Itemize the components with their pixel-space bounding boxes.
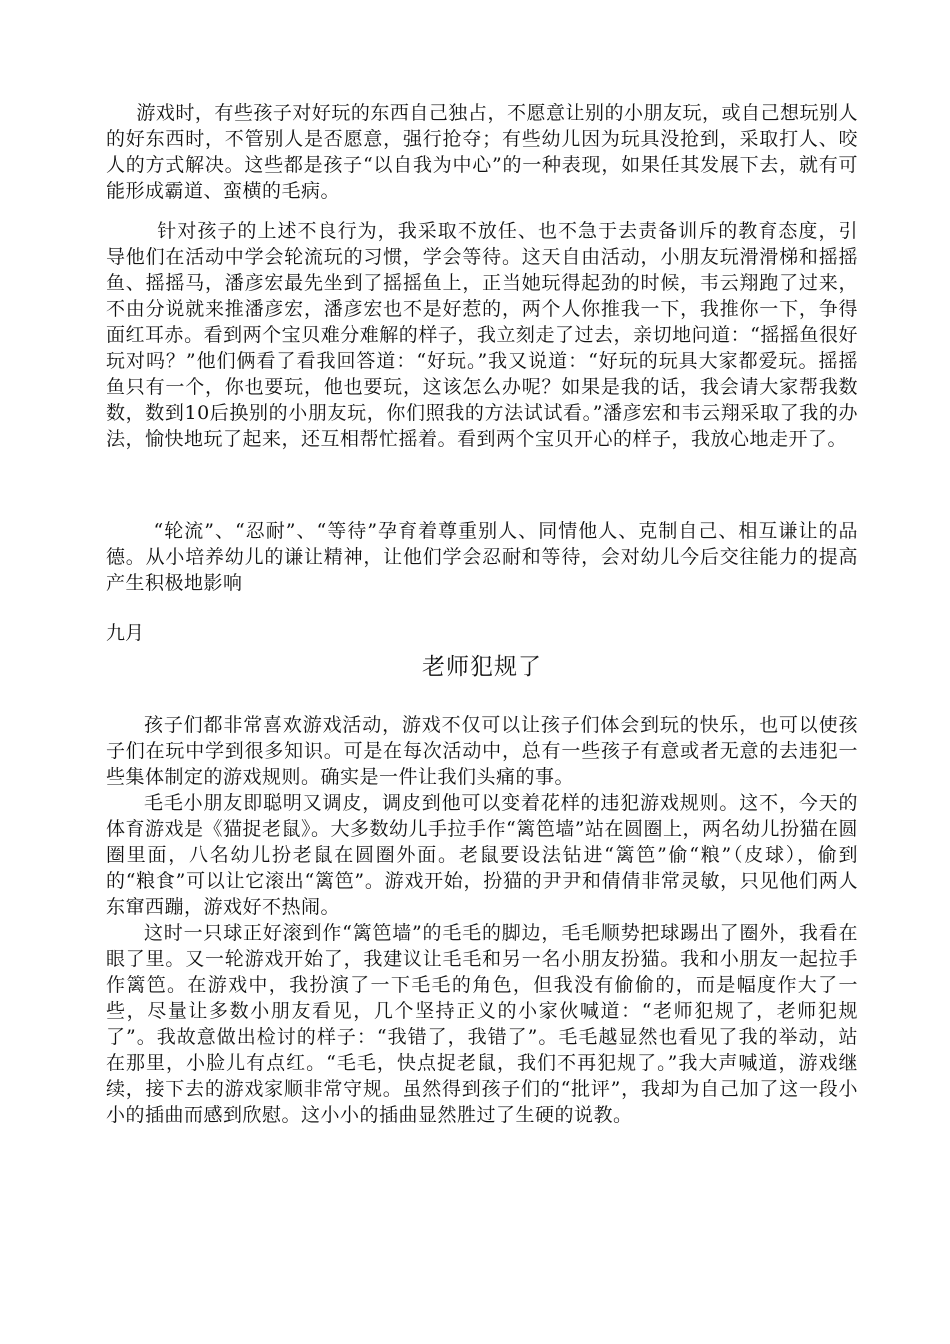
month-heading: 九月 xyxy=(106,622,145,644)
paragraph-reflection: “轮流”、“忍耐”、“等待”孕育着尊重别人、同情他人、克制自己、相互谦让的品德。从小培养幼儿的谦让精神，让他们学会忍耐和等待，会对幼儿今后交往能力的提高产生积极地影响 xyxy=(106,520,858,594)
page-title: 老师犯规了 xyxy=(422,654,542,680)
paragraph-sharing-behavior: 游戏时，有些孩子对好玩的东西自己独占，不愿意让别的小朋友玩，或自己想玩别人的好东西时，不管别人是否愿意，强行抢夺；有些幼儿因为玩具没抢到，采取打人、咬人的方式解决。这些都是孩子“以自我为中心”的一种表现，如果任其发展下去，就有可能形成霸道、蛮横的毛病。 xyxy=(106,102,858,202)
paragraph-cat-and-mouse-game: 毛毛小朋友即聪明又调皮，调皮到他可以变着花样的违犯游戏规则。这不，今天的体育游戏是《猫捉老鼠》。大多数幼儿手拉手作“篱笆墙”站在圆圈上，两名幼儿扮猫在圆圈里面，八名幼儿扮老鼠在圆圈外面。老鼠要设法钻进“篱笆”偷“粮”（皮球），偷到的“粮食”可以让它滚出“篱笆”。游戏开始，扮猫的尹尹和倩倩非常灵敏，只见他们两人东窜西蹦，游戏好不热闹。 xyxy=(106,792,858,918)
paragraph-teacher-breaks-rule: 这时一只球正好滚到作“篱笆墙”的毛毛的脚边，毛毛顺势把球踢出了圈外，我看在眼了里。又一轮游戏开始了，我建议让毛毛和另一名小朋友扮猫。我和小朋友一起拉手作篱笆。在游戏中，我扮演了一下毛毛的角色，但我没有偷偷的，而是幅度作大了一些，尽量让多数小朋友看见，几个坚持正义的小家伙喊道：“老师犯规了，老师犯规了”。我故意做出检讨的样子：“我错了，我错了”。毛毛越显然也看见了我的举动，站在那里，小脸儿有点红。“毛毛，快点捉老鼠，我们不再犯规了。”我大声喊道，游戏继续，接下去的游戏家顺非常守规。虽然得到孩子们的“批评”，我却为自己加了这一段小小的插曲而感到欣慰。这小小的插曲显然胜过了生硬的说教。 xyxy=(106,922,858,1126)
paragraph-taking-turns-story: 针对孩子的上述不良行为，我采取不放任、也不急于去责备训斥的教育态度，引导他们在活动中学会轮流玩的习惯，学会等待。这天自由活动，小朋友玩滑滑梯和摇摇鱼、摇摇马，潘彦宏最先坐到了摇摇鱼上，正当她玩得起劲的时候，韦云翔跑了过来，不由分说就来推潘彦宏，潘彦宏也不是好惹的，两个人你推我一下，我推你一下，争得面红耳赤。看到两个宝贝难分难解的样子，我立刻走了过去，亲切地问道：“摇摇鱼很好玩对吗？”他们俩看了看我回答道：“好玩。”我又说道：“好玩的玩具大家都爱玩。摇摇鱼只有一个，你也要玩，他也要玩，这该怎么办呢？如果是我的话，我会请大家帮我数数，数到10后换别的小朋友玩，你们照我的方法试试看。”潘彦宏和韦云翔采取了我的办法，愉快地玩了起来，还互相帮忙摇着。看到两个宝贝开心的样子，我放心地走开了。 xyxy=(106,220,858,450)
paragraph-game-rules-intro: 孩子们都非常喜欢游戏活动，游戏不仅可以让孩子们体会到玩的快乐，也可以使孩子们在玩中学到很多知识。可是在每次活动中，总有一些孩子有意或者无意的去违犯一些集体制定的游戏规则。确实是一件让我们头痛的事。 xyxy=(106,714,858,788)
